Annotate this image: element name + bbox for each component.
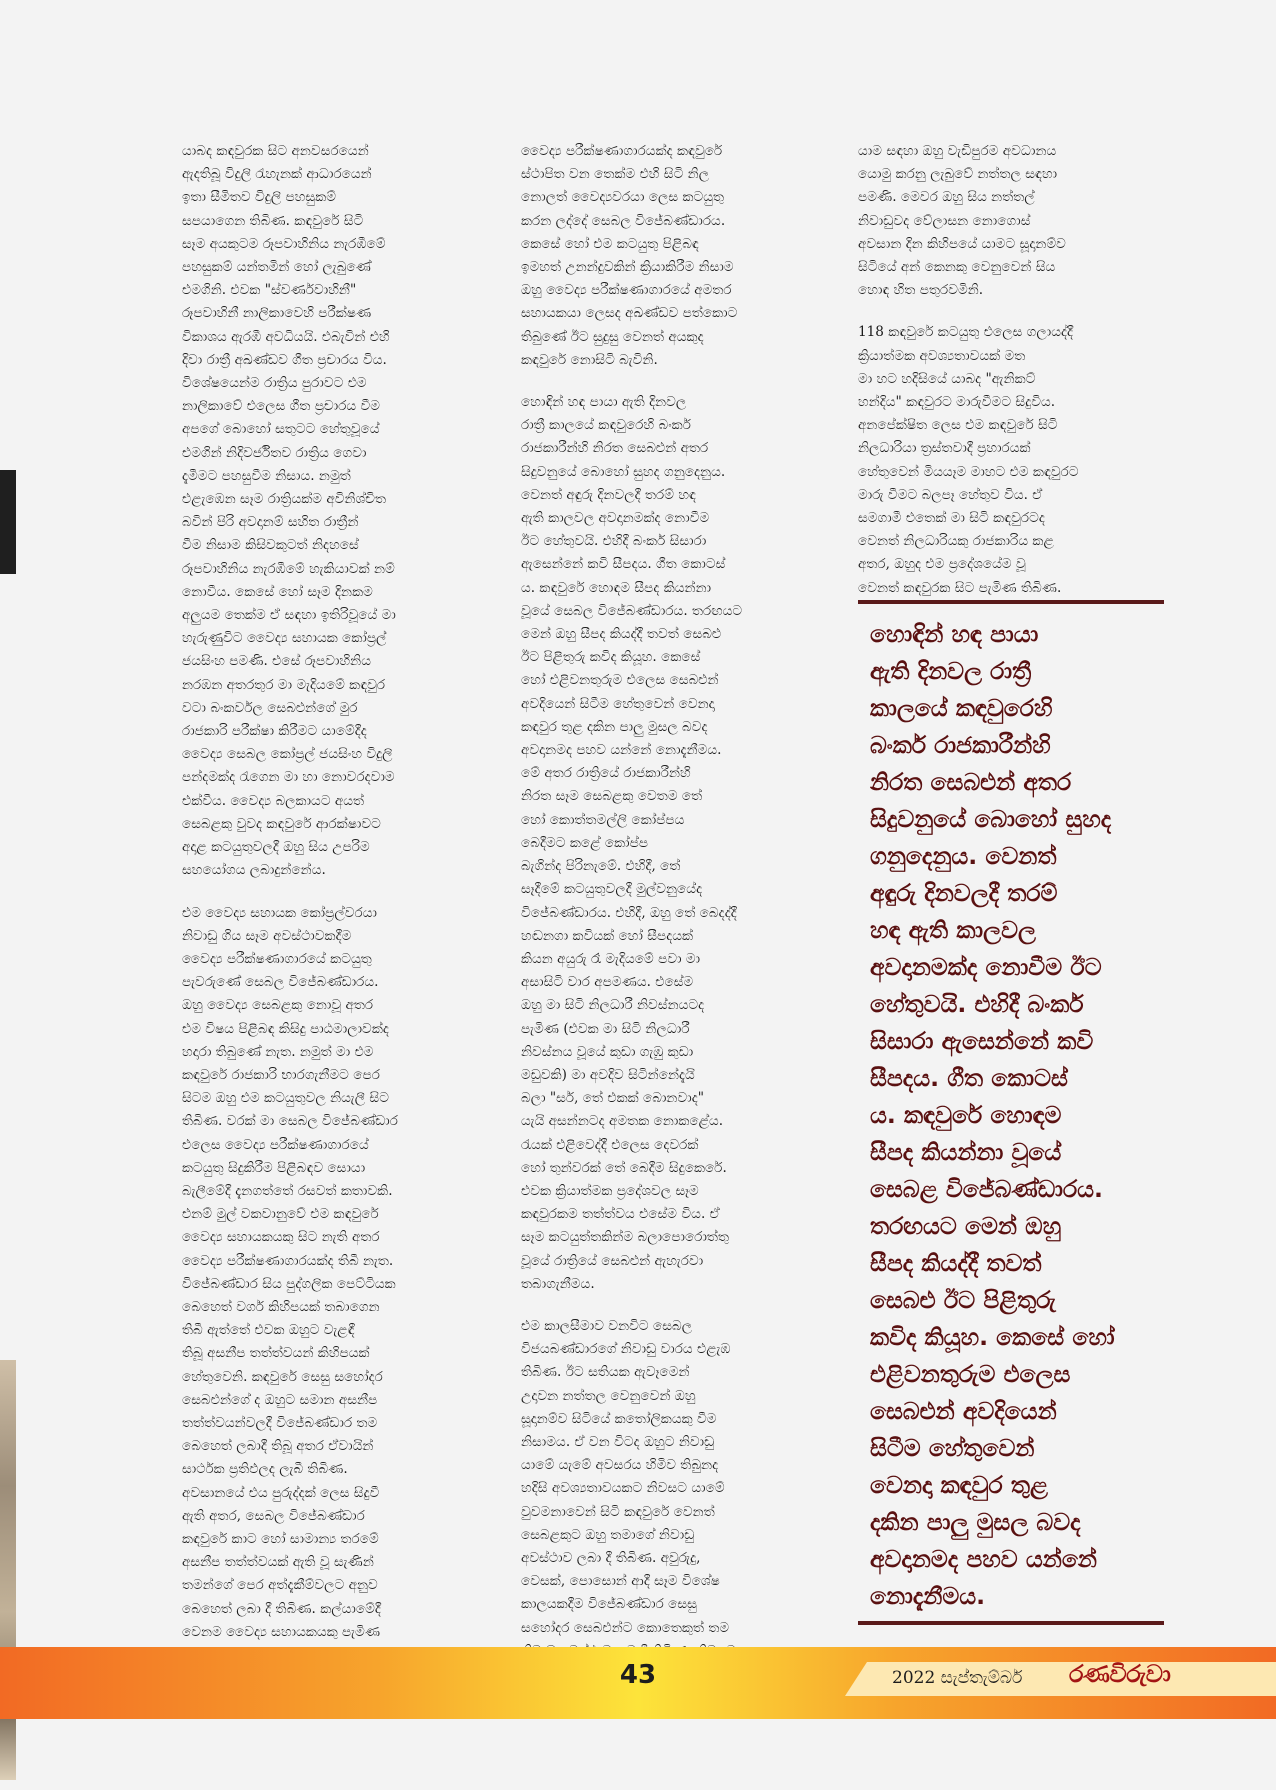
pull-quote: හොඳින් හඳ පායා ඇති දිනවල රාත්‍රී කාලයේ කඳවුරෙහි බංකර් රාජකාරීන්හි නිරත සෙබළුන් අතර සිදුවනුයේ බොහෝ සුහද ගනුදෙනුය. වෙනත් අඳුරු දිනවලදී තරම් හඳ ඇති කාලවල අවදානමක්ද නොවීම ඊට හේතුවයි. එහිදී බංකර් සිසාරා ඇසෙන්නේ කවි සීපදය. ගීත කොටස් ය. කඳවුරේ හොඳම සීපද කියන්නා වූයේ සෙබළ විජේබණ්ඩාරය. තරඟයට මෙන් ඔහු සීපද කියද්දී තවත් සෙබළු ඊට පිළිතුරු කවිද කියූහ. කෙසේ හෝ එළිවනතුරුම එලෙස සෙබළුන් අවදියෙන් සිටීම හේතුවෙන් වෙනදා කඳවුර තුළ දකින පාලු මුසල බවද අවදානමද පහව යන්නේ නොදැනීමය. bbox=[858, 600, 1164, 1625]
paragraph: එම කාලසීමාව වනවිට සෙබල විජයබණ්ඩාරගේ නිවාඩු වාරය එළැඹ තිබිණ. ඊට සතියක ඇවෑමෙන් උදාවන නත්තල වෙනුවෙන් ඔහු සූදානම්ව සිටියේ කතෝලිකයකු වීම නිසාමය. ඒ වන විටද ඔහුට නිවාඩු යාමේ යැමේ අවසරය හිමිව තිබුනද හදිසි අවශ්‍යතාවයකට නිවසට යාමේ වුවමනාවෙන් සිටි කඳවුරේ වෙනත් සෙබළකුට ඔහු තමාගේ නිවාඩු අවස්ථාව ලබා දී තිබිණ. අවුරුදු, වෙසක්, පොසොන් ආදී සෑම විශේෂ කාලයකදීම විජේබණ්ඩාර සෙසු සහෝදර සෙබළුන්ට කොතෙකුත් තම bbox=[521, 1317, 731, 1636]
article-column-2 bbox=[521, 140, 821, 1682]
paragraph: හොඳින් හඳ පායා ඇති දිනවල රාත්‍රී කාලයේ කඳවුරෙහි බංකර් රාජකාරීන්හි නිරත සෙබළුන් අතර සිදුවනුයේ බොහෝ සුහද ගනුදෙනුය. වෙනත් අඳුරු දිනවලදී තරම් හඳ ඇති කාලවල අවදානමක්ද නොවීම ඊට හේතුවයි. එහිදී බංකර් සිසාරා ඇසෙන්නේ කවි සීපදය. ගීත කොටස් ය. කඳවුරේ හොඳම සීපද කියන්නා වූයේ සෙබල විජේබණ්ඩාරය. තරඟයට මෙන් ඔහු සීපද කියද්දී තවත් සෙබළු ඊට පිළිතුරු කවිද කියූහ. කෙසේ හෝ එළිවනතුරුම එලෙස සෙබළුන් අවදියෙන් සිටීම හේතුවෙන් වෙනදා කඳවුර තුළ දකින පාලු මුසල බවද අවදානමද පහව යන්නේ නොදැනීමය. මේ අතර රාත්‍රියේ රාජකාරීන්හි නිරත සෑම සෙබළකු වෙතම තේ හෝ කොත්තමල්ලි කෝප්පය බෙදීමට කළේ කෝප්ප බැගින්ද පිරිනැමේ. එහිදී, තේ සෑදීමේ කටයුතුවලදී මුල්වනුයේද විජේබණ්ඩාරය. එහිදී, ඔහු තේ බෙදද්දී හඬනගා කවියක් හෝ සීපදයක් කියන අයුරු රෑ මැදියමේ පවා මා අසාසිටි වාර අපමණය. එසේම ඔහු මා සිටි නිලධාරී නිවස්නයටද පැමිණ (එවක මා සිටි නිලධාරී නිවස්නය වූයේ කුඩා ගැඹු කුඩා මඩුවකි) මා අවදිව සිටින්නේදැයි බලා "සර්, තේ එකක් බොනවාද" යැයි අසන්නටද අමතක නොකළේය. රැයක් එළිවෙද්දී එලෙස දෙවරක් හෝ තුන්වරක් තේ බෙදීම සිදුකෙරේ. එවක ක්‍රියාත්මක ප්‍රදේශවල සෑම කඳවුරකම තත්ත්වය එසේම විය. ඒ සෑම කටයුත්තකින්ම බලාපොරොත්තු වූයේ රාත්‍රියේ සෙබළුන් ඇහැරවා තබාගැනීමය. bbox=[521, 394, 743, 1292]
paragraph: වෛද්‍ය පරීක්ෂණාගාරයක්ද කඳවුරේ ස්ථාපිත වන තෙක්ම එහි සිටි නිල නොලත් වෛද්‍යවරයා ලෙස කටයුතු කරන ලද්දේ සෙබල විජේබණ්ඩාරය. කෙසේ හෝ එම කටයුතු පිළිබඳ ඉමහත් උනන්දුවකින් ක්‍රියාකිරීම නිසාම ඔහු වෛද්‍ය පරීක්ෂණාගාරයේ අමතර සහායකයා ලෙසද අඛණ්ඩව පත්කොට තිබුණේ ඊට සුදුසු වෙනත් අයකුද කඳවුරේ නොසිටි බැවිනි. bbox=[521, 143, 738, 368]
paragraph: යාම සඳහා ඔහු වැඩිපුරම අවධානය යොමු කරනු ලැබුවේ නත්තල සඳහා පමණි. මෙවර ඔහු සිය නත්තල් නිවාඩුවද වේලාසන නොගොස් අවසාන දින කිහිපයේ යාමට සූදානම්ව සිටියේ අන් කෙනකු වෙනුවෙන් සිය හොඳ හිත පතුරවමිනි. bbox=[858, 143, 1066, 299]
paragraph: එම වෛද්‍ය සහායක කෝප්‍රල්වරයා නිවාඩු ගිය සෑම අවස්ථාවකදීම වෛද්‍ය පරීක්ෂණාගාරයේ කටයුතු පැවරුණේ සෙබල විජේබණ්ඩාරය. ඔහු වෛද්‍ය සෙබළකු නොවූ අතර එම විෂය පිළිබඳ කිසිදු පාඨමාලාවක්ද හදාරා තිබුණේ නැත. නමුත් මා එම කඳවුරේ රාජකාරි භාරගැනීමට පෙර සිටම ඔහු එම කටයුතුවල නියැලී සිට තිබිණ. වරක් මා සෙබල විජේබණ්ඩාර එලෙස වෛද්‍ය පරීක්ෂණාගාරයේ කටයුතු සිදුකිරීම පිළිබඳව සොයා බැලීමේදී දැනගත්තේ රසවත් කතාවකි. එනම් මුල් වකවානුවේ එම කඳවුරේ වෛද්‍ය සහායකයකු සිට නැති අතර වෛද්‍ය පරීක්ෂණාගාරයක්ද තිබී නැත. විජේබණ්ඩාර සිය පුද්ගලික පෙට්ටියක බෙහෙත් වර්ග කිහිපයක් තබාගෙන තිබී ඇත්තේ එවක ඔහුට වැළඳී තිබූ අසනීප තත්ත්වයන් කිහිපයක් හේතුවෙනි. කඳවුරේ සෙසු සහෝදර සෙබළුන්ගේ ද ඔහුට සමාන අසනීප තත්ත්වයන්වලදී විජේබණ්ඩාර තම බෙහෙත් ලබාදී තිබූ අතර ඒවායින් සාර්ථක ප්‍රතිඵලද ලැබී තිබිණ. අවසානයේ එය පුරුද්දක් ලෙස සිදුවී ඇති අතර, සෙබල විජේබණ්ඩාර කඳවුරේ කාට හෝ සාමාන්‍ය තරමේ අසනීප තත්ත්වයක් ඇති වූ සැණින් තමන්ගේ පෙර අත්දැකීම්වලට අනුව බෙහෙත් ලබා දී තිබිණ. කල්යාමේදී වෙනම වෛද්‍ය සහායකයකු පැමිණ bbox=[182, 904, 398, 1640]
paragraph: යාබද කඳවුරක සිට අනවසරයෙන් ඇදතිබූ විදුලි රැහැනක් ආධාරයෙන් ඉතා සීමිතව විදුලි පහසුකම් සපයාගෙන තිබිණ. කඳවුරේ සිටි සෑම අයකුටම රූපවාහිනිය නැරඹීමේ පහසුකම් යන්තමින් හෝ ලැබුණේ එමගිනි. එවක "ස්වර්ණවාහිනී" රූපවාහිනී නාලිකාවෙහි පරීක්ෂණ විකාශය ඇරඹී අවධියයි. එබැවින් එහි දිවා රාත්‍රී අඛණ්ඩව ගීත ප්‍රචාරය විය. විශේෂයෙන්ම රාත්‍රිය පුරාවට එම නාලිකාවේ එලෙස ගීත ප්‍රචාරය වීම අපගේ බොහෝ සතුටට හේතුවූයේ එමගින් නිදිවර්ජිතව රාත්‍රිය ගෙවා දැමීමට පහසුවීම නිසාය. නමුත් එළැඹෙන සෑම රාත්‍රියක්ම අවිනිශ්චිත බවින් පිරි අවදානම් සහිත රාත්‍රීන් වීම නිසාම කිසිවකුටත් නිදහසේ රූපවාහිනිය නැරඹීමේ හැකියාවක් නම් නොවීය. කෙසේ හෝ සෑම දිනකම අලුයම තෙක්ම ඒ සඳහා ඉතිරිවූයේ මා හැරුණුවිට වෛද්‍ය සහායක කෝප්‍රල් ජයසිංහ පමණි. එසේ රූපවාහිනිය නරඹන අතරතුර මා මැදියමේ කඳවුර වටා බංකර්වල සෙබළුන්ගේ මුර රාජකාරි පරීක්ෂා කිරීමට යාමේදීද වෛද්‍ය සෙබල කෝප්‍රල් ජයසිංහ විදුලි පන්දමක්ද රැගෙන මා හා නොවරදවාම එක්වීය. වෛද්‍ය බලකායට අයත් සෙබළකු වුවද කඳවුරේ ආරක්ෂාවට අදාළ කටයුතුවලදී ඔහු සිය උපරිම සහයෝගය ලබාදුන්නේය. bbox=[182, 143, 396, 879]
page-edge-tab bbox=[0, 470, 16, 574]
paragraph: 118 කඳවුරේ කටයුතු එලෙස ගලායද්දී ක්‍රියාත්මක අවශ්‍යතාවයක් මත මා හට හදිසියේ යාබද "ඇනිකට් හන්දිය" කඳවුරට මාරුවීමට සිදුවිය. අනපේක්ෂිත ලෙස එම කඳවුරේ සිටි නිලධාරියා ත්‍රස්තවාදී ප්‍රහාරයක් හේතුවෙන් මියයෑම මාහට එම කඳවුරට මාරු වීමට බලපෑ හේතුව විය. ඒ සමගාමී එතෙක් මා සිටි කඳවුරටද වෙනත් නිලධාරියකු රාජකාරිය කළ අතර, ඔහුද එම ප්‍රදේශයේම වූ වෙනත් කඳවුරක සිට පැමිණ තිබිණ. bbox=[858, 324, 1079, 596]
article-column-3 bbox=[858, 140, 1158, 619]
article-column-1 bbox=[182, 140, 482, 1663]
issue-date: 2022 සැප්තැම්බර් bbox=[892, 1668, 1023, 1688]
magazine-logo: රණවිරුවා bbox=[1069, 1660, 1171, 1688]
page-number: 43 bbox=[619, 1660, 657, 1690]
